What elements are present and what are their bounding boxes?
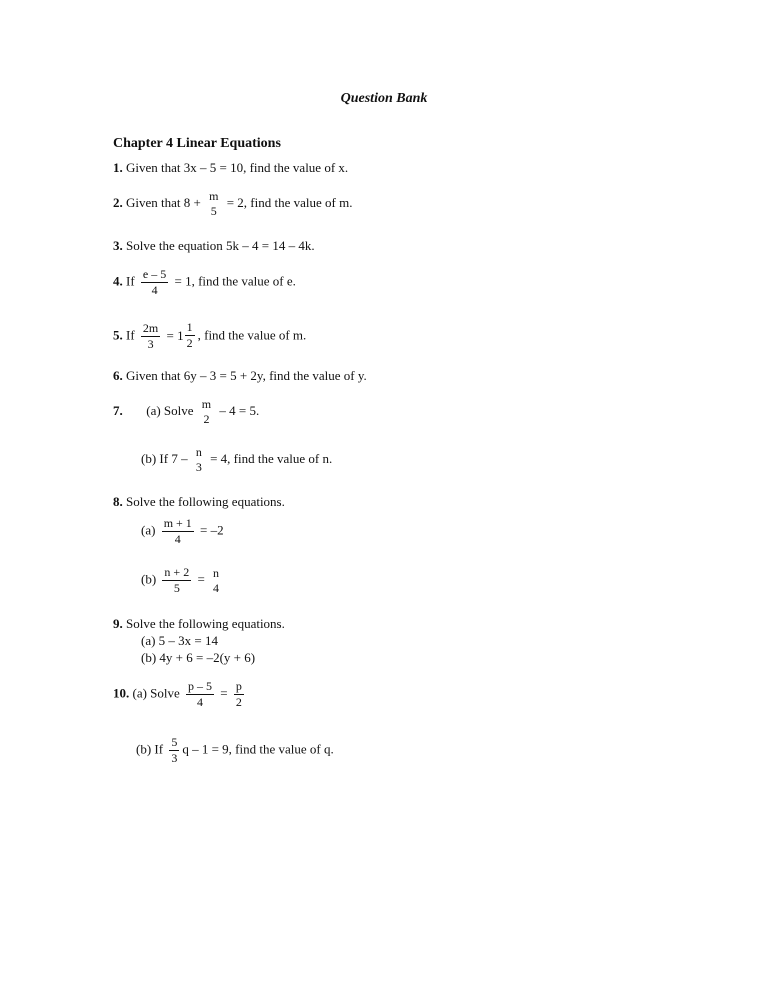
- question-9a: (a) 5 – 3x = 14: [141, 633, 219, 648]
- question-10a: [113, 679, 247, 710]
- question-text: (b) If: [136, 741, 164, 757]
- fraction: n 3: [195, 445, 202, 474]
- question-text: =: [197, 571, 205, 587]
- chapter-heading: Chapter 4 Linear Equations: [113, 136, 281, 151]
- question-text: Given that 6y – 3 = 5 + 2y, find the value of y.: [126, 368, 367, 383]
- fraction: $\frac{p - 5}{4}$: [188, 679, 213, 709]
- question-10b: [136, 735, 334, 766]
- fraction: $\frac{p}{2}$: [235, 679, 242, 709]
- question-number: 4.: [113, 273, 123, 289]
- question-text: If: [126, 273, 135, 289]
- question-text: Solve the following equations.: [126, 616, 285, 631]
- question-text: – 4 = 5.: [219, 402, 260, 418]
- part-label: (a): [141, 522, 156, 538]
- question-number: 10.: [113, 685, 130, 701]
- mixed-number: = 1 $\frac{1}{2}$: [166, 320, 193, 350]
- question-text: If: [126, 327, 135, 343]
- question-text: = –2: [200, 522, 224, 538]
- question-7a: [113, 397, 259, 427]
- fraction: m 2: [201, 397, 212, 426]
- question-7b: [141, 445, 332, 475]
- page-title: Question Bank: [340, 91, 428, 106]
- question-number: 8.: [113, 494, 123, 509]
- question-2: [113, 189, 352, 219]
- fraction: $\frac{e - 5}{4}$: [142, 267, 167, 297]
- question-text: Given that 8 +: [126, 194, 201, 210]
- question-text: = 2, find the value of m.: [226, 194, 353, 210]
- question-9b: (b) 4y + 6 = –2(y + 6): [141, 650, 256, 665]
- question-8a: [141, 516, 224, 547]
- question-text: = 4, find the value of n.: [210, 450, 333, 466]
- question-number: 3.: [113, 238, 123, 253]
- question-number: 5.: [113, 327, 123, 343]
- fraction: m 5: [209, 189, 219, 218]
- question-6: [113, 368, 367, 384]
- question-text: Solve the equation 5k – 4 = 14 – 4k.: [126, 238, 315, 253]
- question-text: , find the value of m.: [197, 327, 307, 343]
- question-4: [113, 267, 296, 298]
- question-number: 1.: [113, 160, 123, 175]
- fraction: n 4: [213, 565, 220, 595]
- question-number: 7.: [113, 402, 123, 418]
- question-5: [113, 320, 306, 352]
- question-text: (a) Solve: [146, 402, 194, 418]
- question-number: 2.: [113, 194, 123, 210]
- question-text: (b) If 7 –: [141, 450, 188, 466]
- fraction: $\frac{2m}{3}$: [142, 321, 159, 352]
- question-text: (a) Solve: [132, 685, 180, 701]
- question-text: Given that 3x – 5 = 10, find the value of x.: [126, 160, 349, 175]
- question-text: q – 1 = 9, find the value of q.: [182, 741, 334, 757]
- fraction: $\frac{n + 2}{5}$: [164, 565, 190, 595]
- part-label: (b): [141, 571, 157, 587]
- question-number: 9.: [113, 616, 123, 631]
- question-text: =: [220, 685, 228, 701]
- question-8: [113, 494, 285, 510]
- question-number: 6.: [113, 368, 123, 383]
- fraction: $\frac{m + 1}{4}$: [163, 516, 192, 546]
- question-1: [113, 160, 348, 176]
- question-8b: [141, 565, 224, 596]
- fraction: $\frac{5}{3}$: [171, 735, 178, 765]
- question-3: [113, 238, 315, 254]
- question-text: = 1, find the value of e.: [174, 273, 296, 289]
- question-9: [113, 616, 285, 632]
- question-text: Solve the following equations.: [126, 494, 285, 509]
